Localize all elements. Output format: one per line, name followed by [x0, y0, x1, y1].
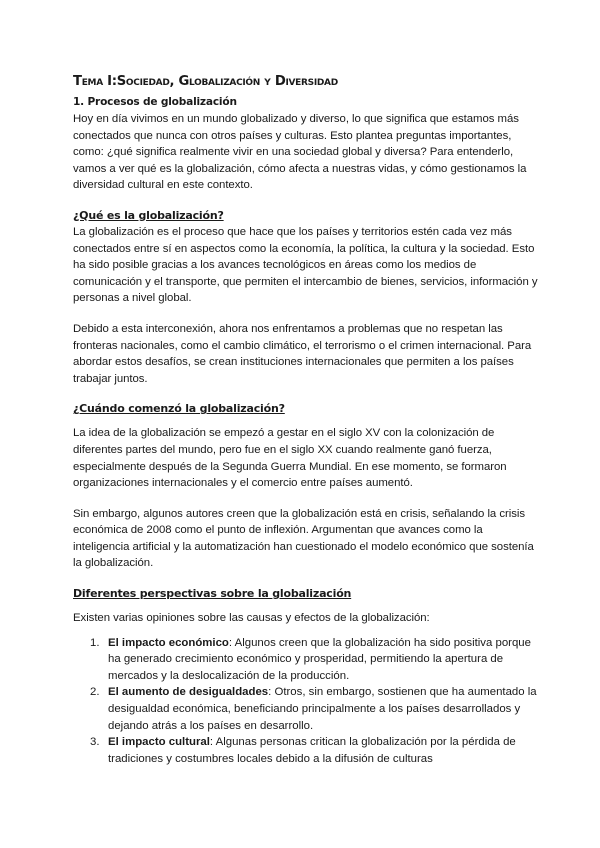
- list-item-label: El aumento de desigualdades: [108, 686, 269, 699]
- list-number: 1.: [90, 636, 100, 649]
- page-title: Tema I:Sociedad, Globalización y Diversidad: [73, 74, 338, 89]
- section-title: 1. Procesos de globalización: [73, 96, 237, 108]
- document-page: [73, 74, 541, 767]
- list-number: 3.: [90, 736, 100, 749]
- heading-what-is-globalization: ¿Qué es la globalización?: [73, 208, 224, 222]
- list-item: [73, 635, 541, 685]
- list-item: [73, 684, 541, 734]
- paragraph: La idea de la globalización se empezó a gestar en el siglo XV con la colonización de diferentes partes del mundo, pero fue en el siglo XX cuando realmente ganó fuerza, especialmente después de la Segunda Guerra Mundial. En ese momento, se formaron organizaciones internacionales y el comercio entre países aumentó.: [73, 427, 507, 490]
- heading-when-started: ¿Cuándo comenzó la globalización?: [73, 402, 285, 416]
- paragraph: Sin embargo, algunos autores creen que la globalización está en crisis, señalando la crisis económica de 2008 como el punto de inflexión. Argumentan que avances como la inteligencia artificial y la automatización han cuestionado el modelo económico que sostenía la globalización.: [73, 507, 534, 570]
- list-item-label: El impacto económico: [108, 636, 229, 649]
- perspectives-list: [73, 635, 541, 768]
- paragraph: Existen varias opiniones sobre las causas y efectos de la globalización:: [73, 612, 430, 625]
- list-item-label: El impacto cultural: [108, 736, 210, 749]
- paragraph: Debido a esta interconexión, ahora nos enfrentamos a problemas que no respetan las fronteras nacionales, como el cambio climático, el terrorismo o el crimen internacional. Para abordar estos desafíos, se crean instituciones internacionales que permiten a los países trabajar juntos.: [73, 322, 532, 385]
- intro-paragraph: Hoy en día vivimos en un mundo globalizado y diverso, lo que significa que estamos más conectados que nunca con otros países y culturas. Esto plantea preguntas importantes, como: ¿qué significa realmente vivir en una sociedad global y diversa? Para entenderlo, vamos a ver qué es la globalización, cómo afecta a nuestras vidas, y cómo gestionamos la diversidad cultural en este contexto.: [73, 113, 527, 192]
- list-item-text: : Algunos creen que la globalización ha sido positiva porque ha generado crecimiento económico y prosperidad, permitiendo la apertura de mercados y la deslocalización de la producción.: [108, 636, 531, 682]
- list-item-text: : Algunas personas critican la globalización por la pérdida de tradiciones y costumbres locales debido a la difusión de culturas: [108, 736, 516, 765]
- heading-perspectives: Diferentes perspectivas sobre la globalización: [73, 587, 352, 601]
- list-number: 2.: [90, 686, 100, 699]
- paragraph: La globalización es el proceso que hace que los países y territorios estén cada vez más conectados entre sí en aspectos como la economía, la política, la cultura y la sociedad. Esto ha sido posible gracias a los avances tecnológicos en áreas como los medios de comunicación y el transporte, que permiten el intercambio de bienes, servicios, información y personas a nivel global.: [73, 225, 538, 305]
- list-item: [73, 734, 541, 767]
- list-item-text: : Otros, sin embargo, sostienen que ha aumentado la desigualdad económica, beneficiando principalmente a los países desarrollados y dejando atrás a los países en desarrollo.: [108, 686, 537, 732]
